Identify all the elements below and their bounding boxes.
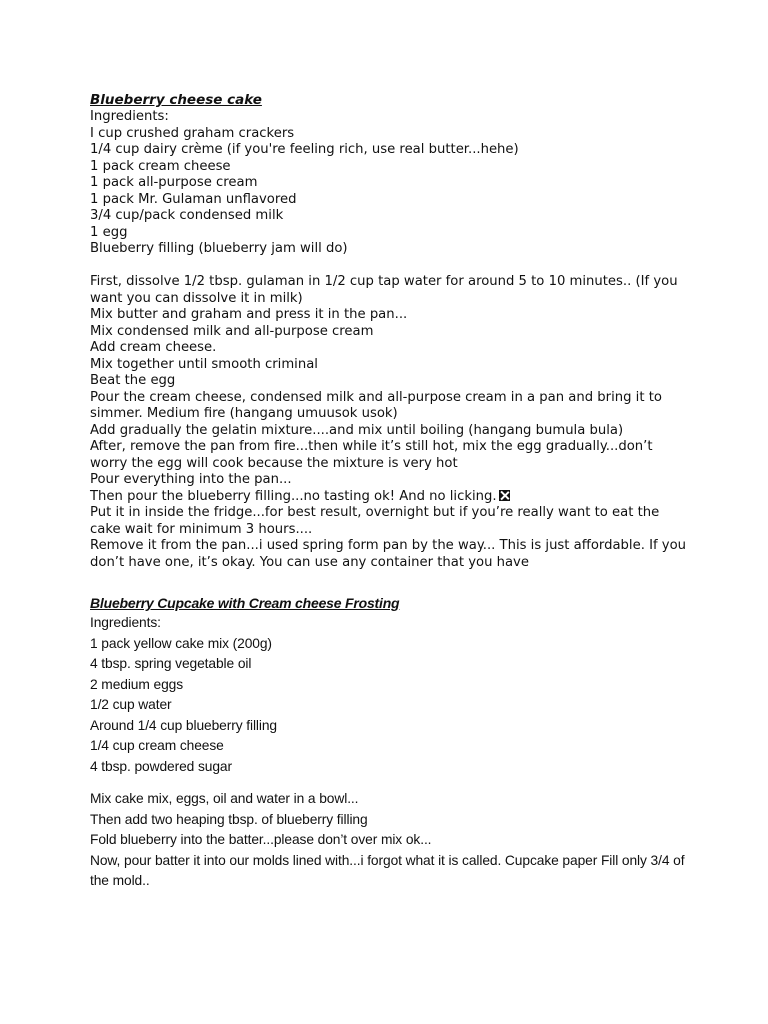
ingredient-item: I cup crushed graham crackers bbox=[90, 125, 295, 141]
step-item: First, dissolve 1/2 tbsp. gulaman in 1/2 cup tap water for around 5 to 10 minutes.. (If you want you can dissolve it in milk) bbox=[90, 274, 678, 306]
ingredient-item: Around 1/4 cup blueberry filling bbox=[90, 717, 278, 733]
recipe-title: Blueberry cheese cake bbox=[90, 92, 262, 108]
step-item: Beat the egg bbox=[90, 373, 176, 388]
ingredient-item: 1/4 cup dairy crème (if you're feeling rich, use real butter...hehe) bbox=[90, 142, 519, 157]
step-item: Fold blueberry into the batter...please don’t over mix ok... bbox=[90, 832, 432, 847]
ingredients-heading: Ingredients: bbox=[90, 109, 169, 124]
ingredient-item: 1/4 cup cream cheese bbox=[90, 738, 224, 753]
step-text: Then pour the blueberry filling...no tasting ok! And no licking. bbox=[90, 488, 497, 504]
ingredient-item: 1 egg bbox=[90, 224, 128, 240]
step-item: Mix butter and graham and press it in the pan... bbox=[90, 307, 408, 322]
step-item: Add gradually the gelatin mixture....and mix until boiling (hangang bumula bula) bbox=[90, 422, 624, 438]
step-item: Now, pour batter it into our molds lined with...i forgot what it is called. Cupcake paper Fill only 3/4 of the mold.. bbox=[90, 852, 685, 888]
step-item: Add cream cheese. bbox=[90, 340, 217, 355]
boxed-x-emoticon-icon bbox=[499, 490, 510, 501]
ingredient-item: 4 tbsp. spring vegetable oil bbox=[90, 656, 252, 671]
ingredient-item: 3/4 cup/pack condensed milk bbox=[90, 208, 284, 223]
ingredient-item: 1 pack all-purpose cream bbox=[90, 175, 258, 190]
step-item: Mix together until smooth criminal bbox=[90, 356, 318, 372]
step-item-with-emoticon bbox=[90, 489, 690, 506]
ingredient-item: 1/2 cup water bbox=[90, 697, 172, 712]
ingredients-heading: Ingredients: bbox=[90, 615, 161, 630]
ingredient-item: Blueberry filling (blueberry jam will do) bbox=[90, 241, 348, 256]
ingredient-item: 4 tbsp. powdered sugar bbox=[90, 758, 232, 774]
ingredient-item: 1 pack cream cheese bbox=[90, 158, 231, 174]
ingredient-item: 1 pack yellow cake mix (200g) bbox=[90, 635, 272, 651]
step-item: After, remove the pan from fire...then while it’s still hot, mix the egg gradually...don’t worry the egg will cook because the mixture is very hot bbox=[90, 439, 653, 471]
step-item: Pour everything into the pan... bbox=[90, 472, 292, 487]
ingredient-item: 2 medium eggs bbox=[90, 676, 184, 692]
recipe-blueberry-cupcake bbox=[90, 593, 690, 892]
step-item: Mix condensed milk and all-purpose cream bbox=[90, 323, 374, 339]
step-item: Put it in inside the fridge...for best result, overnight but if you’re really want to eat the cake wait for minimum 3 hours.... bbox=[90, 505, 660, 537]
recipe-blueberry-cheese-cake bbox=[90, 92, 690, 571]
step-item: Remove it from the pan...i used spring form pan by the way... This is just affordable. If you don’t have one, it’s okay. You can use any container that you have bbox=[90, 538, 687, 570]
step-item: Mix cake mix, eggs, oil and water in a bowl... bbox=[90, 791, 359, 806]
ingredient-item: 1 pack Mr. Gulaman unflavored bbox=[90, 191, 297, 207]
step-item: Then add two heaping tbsp. of blueberry filling bbox=[90, 811, 368, 827]
document-page bbox=[90, 92, 690, 892]
recipe-title: Blueberry Cupcake with Cream cheese Frosting bbox=[90, 595, 400, 611]
step-item: Pour the cream cheese, condensed milk and all-purpose cream in a pan and bring it to simmer. Medium fire (hangang umuusok usok) bbox=[90, 389, 662, 421]
